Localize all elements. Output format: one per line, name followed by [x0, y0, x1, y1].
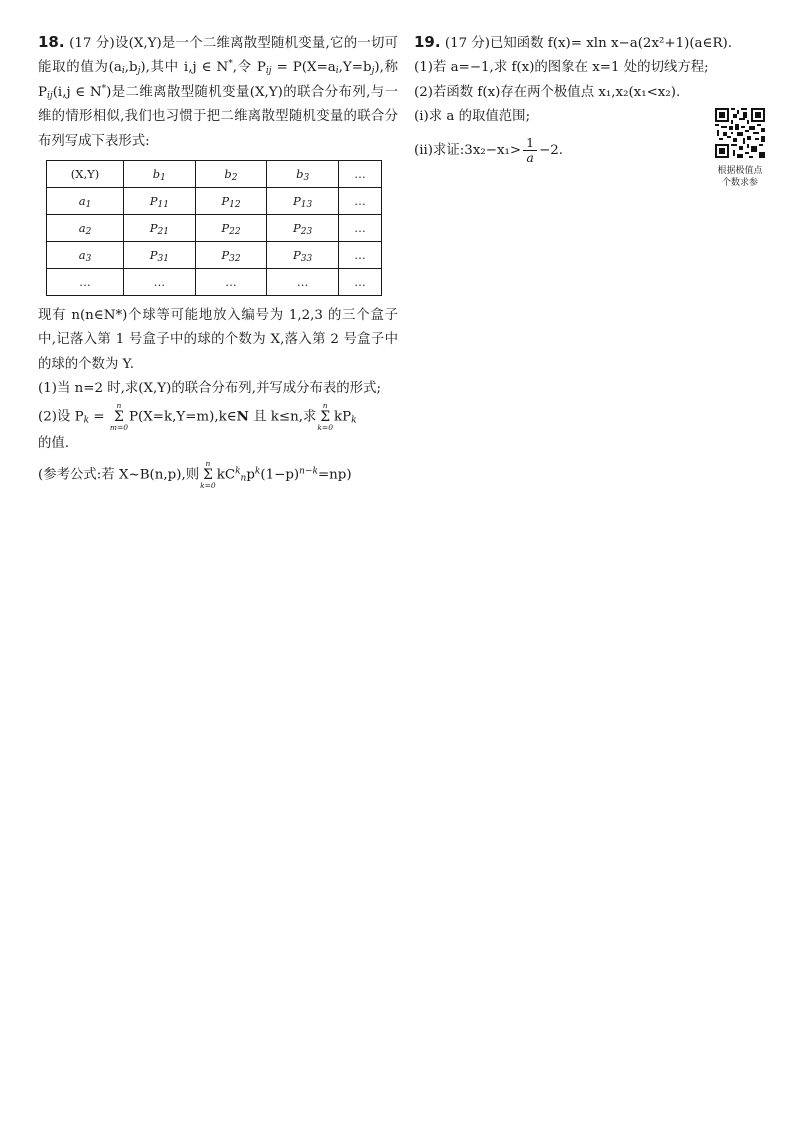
table-row: [47, 215, 382, 242]
question-18: [38, 30, 398, 490]
joint-distribution-table: [46, 160, 382, 296]
table-cell: $a_3$: [47, 242, 124, 269]
table-cell: $P_{12}$: [195, 188, 267, 215]
sum-symbol: n Σ k=0: [317, 400, 333, 432]
table-cell: …: [339, 188, 382, 215]
table-cell: …: [339, 269, 382, 296]
table-cell: …: [267, 269, 339, 296]
table-cell: $P_{11}$: [124, 188, 196, 215]
q19-number: 19.: [414, 33, 441, 51]
q19-part2-i: (i)求 a 的取值范围;: [414, 109, 531, 125]
table-cell: …: [339, 161, 382, 188]
table-row: [47, 161, 382, 188]
sum-symbol: n Σ m=0: [109, 400, 128, 432]
q18-reference-formula: (参考公式:若 X~B(n,p),则 n Σ k=0 $kC^k_np^k(1-p)^{n-k}=np$): [38, 459, 352, 491]
q18-score: (17 分): [69, 36, 115, 51]
table-cell: …: [339, 242, 382, 269]
table-cell: …: [124, 269, 196, 296]
q18-intro: 18. (17 分)设(X,Y)是一个二维离散型随机变量,它的一切可能取的值为$(a_i,b_j)$,其中 i,j ∈ N*,令 $P_{ij} = P(X=a_i,Y=b_j)$,称 $P_{ij}(i,j$ ∈ N*)是二维离散型随机变量(X,Y)的联合分布列,与一维的情形相似,我们也习惯于把二维离散型随机变量的联合分布列写成下表形式:: [38, 33, 398, 149]
table-cell: $P_{13}$: [267, 188, 339, 215]
table-cell: $P_{22}$: [195, 215, 267, 242]
qr-caption: 根据极值点 个数求参: [717, 166, 763, 188]
q19-part1: (1)若 a=−1,求 f(x)的图象在 x=1 处的切线方程;: [414, 60, 709, 76]
q19-stem: 19. (17 分)已知函数 f(x)= xln x−a(2x²+1)(a∈R).: [414, 33, 733, 51]
table-cell: …: [195, 269, 267, 296]
table-cell: $a_2$: [47, 215, 124, 242]
table-cell: $b_1$: [124, 161, 196, 188]
table-cell: $a_1$: [47, 188, 124, 215]
fraction: $\frac{1}{a}$: [523, 136, 537, 165]
table-row: [47, 269, 382, 296]
table-cell: $b_3$: [267, 161, 339, 188]
q19-part2: (2)若函数 f(x)存在两个极值点 x₁,x₂(x₁<x₂).: [414, 84, 681, 100]
table-cell: …: [339, 215, 382, 242]
qr-code-block: [710, 108, 770, 189]
q18-body: 现有 n(n∈N*)个球等可能地放入编号为 1,2,3 的三个盒子中,记落入第 1 号盒子中的球的个数为 X,落入第 2 号盒子中的球的个数为 Y.: [38, 308, 398, 372]
table-cell: $b_2$: [195, 161, 267, 188]
table-cell: $P_{21}$: [124, 215, 196, 242]
sum-symbol: n Σ k=0: [200, 459, 216, 491]
table-cell: $P_{31}$: [124, 242, 196, 269]
q18-part2: (2)设 $P_k$ = n Σ m=0 P(X=k,Y=m),k∈N 且 k≤n,求 n Σ k=0 $kP_k$ 的值.: [38, 400, 357, 451]
table-cell: (X,Y): [47, 161, 124, 188]
qr-code-icon: [715, 108, 765, 158]
table-cell: …: [47, 269, 124, 296]
q19-part2-ii: (ii)求证:3x₂−x₁> $\frac{1}{a}$ −2.: [414, 134, 564, 165]
q18-part1: (1)当 n=2 时,求(X,Y)的联合分布列,并写成分布表的形式;: [38, 381, 381, 397]
table-cell: $P_{33}$: [267, 242, 339, 269]
table-row: [47, 242, 382, 269]
q19-score: (17 分): [444, 36, 490, 51]
table-cell: $P_{23}$: [267, 215, 339, 242]
table-row: [47, 188, 382, 215]
q18-number: 18.: [38, 33, 65, 51]
table-cell: $P_{32}$: [195, 242, 267, 269]
